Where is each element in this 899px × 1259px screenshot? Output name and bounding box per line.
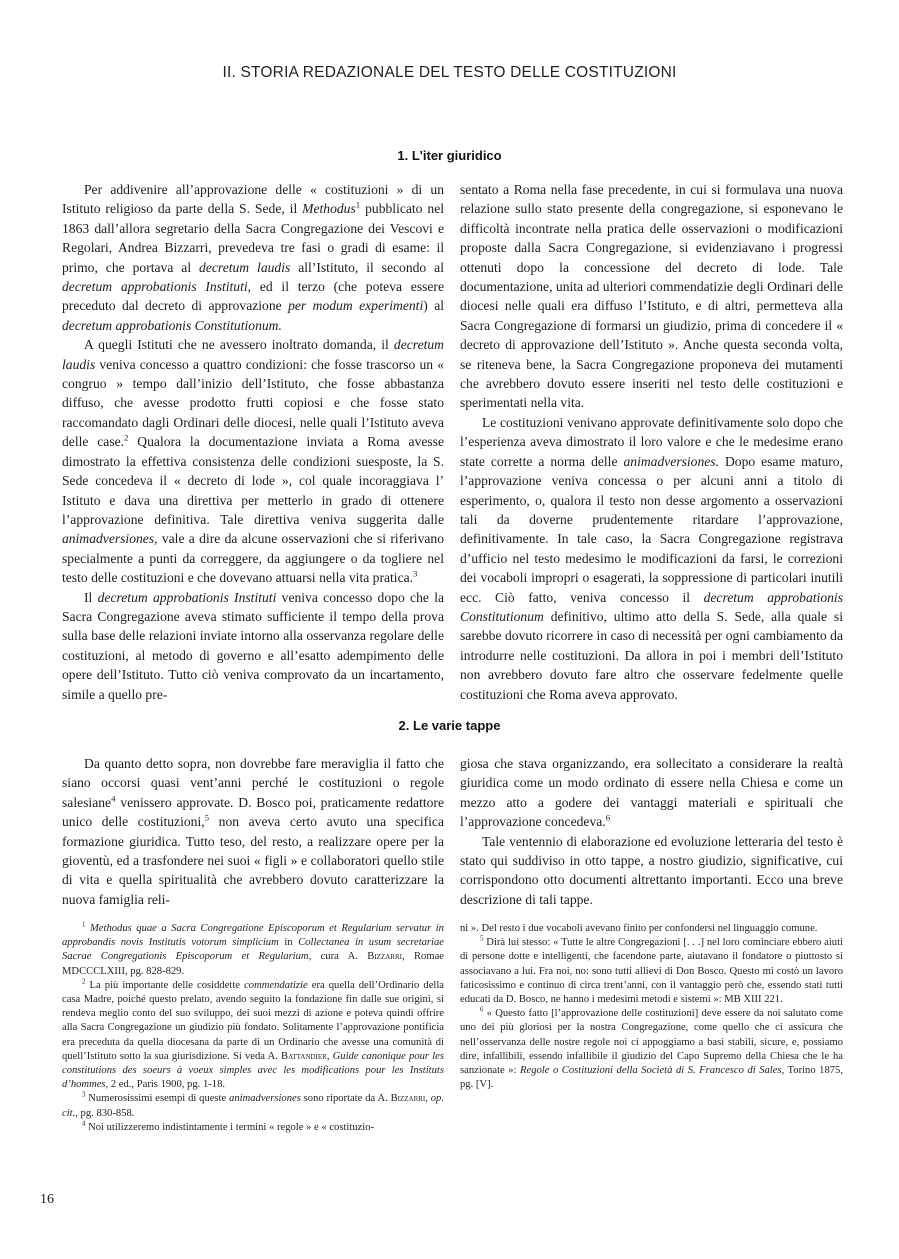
section-2-right-column	[460, 754, 843, 909]
italic-text: animadversiones	[62, 531, 155, 547]
footnote-ref: 5	[480, 935, 484, 943]
text: era quella dell’Ordinario della casa Madre, poiché questo prelato, avendo seguito la fondazione fin dalle sue origini, si rendeva meglio conto del suo sviluppo, dei suoi mezzi di azione e poteva quindi offrire alla Sacra Congregazione un giudizio più fondato. Solitamente l’approvazione pontificia era preceduta da quella diocesana da parte di un Ordinario che avesse una comunità di quell’Istituto sotto la sua giurisdizione. Si veda A.	[62, 979, 444, 1062]
paragraph	[62, 922, 444, 979]
text: , ed il terzo (che poteva essere preceduto dal decreto di approvazione	[62, 279, 444, 314]
text: Dopo esame maturo, l’approvazione veniva concessa o per alcuni anni a titolo di esperimento, o, qualora il testo non desse argomento a osservazioni tali da doverne prudentemente ritardare l’approvazione, definitivamente. In tale caso, la Sacra Congregazione registrava d’ufficio nel testo medesimo le modificazioni da farsi, le correzioni dei vocaboli impropri o esagerati, la soppressione di particolari inutili ecc. Ciò fatto, veniva concesso il	[460, 453, 843, 605]
footnotes-left-column	[62, 922, 444, 1135]
page-number: 16	[40, 1192, 54, 1207]
text: Dirà lui stesso: « Tutte le altre Congregazioni [. . .] nel loro cominciare ebbero aiuti di persone dotte e intelligenti, che facendone parte, aiutavano il fondatore o piuttosto si associavano a lui. Fra noi, no: sono tutti allievi di Don Bosco. Questo mi costò un lavoro faticosissimo e continuo di circa trent’anni, con il vantaggio però che, essendo stati tutti educati da D. Bosco, ne hanno i medesimi metodi e sistemi »: MB XIII 221.	[460, 937, 843, 1006]
italic-text: animadversiones	[229, 1093, 301, 1105]
paragraph	[460, 922, 843, 936]
text: , pg. 830-858.	[75, 1107, 135, 1119]
text: sentato a Roma nella fase precedente, in cui si formulava una nuova relazione sullo stato presente della congregazione, si esponevano le difficoltà incontrate nella pratica delle osservazioni o modificazioni proposte dalla Sacra Congregazione, si evidenziavano i progressi ottenuti dopo la concessione del decreto di lode. Tale documentazione, unita ad ulteriori commendatizie degli Ordinari delle diocesi nelle quali era diffuso l’Istituto, e di altri, permetteva alla Sacra Congregazione di formarsi un giudizio, prima di concedere il « decreto di approvazione dell’Istituto ». Anche questa seconda volta, se riteneva bene, la Sacra Congregazione proponeva dei mutamenti che avrebbero dovuto essere inseriti nel testo delle costituzioni e sperimentati nella vita.	[460, 182, 843, 411]
paragraph	[62, 979, 444, 1093]
paragraph	[62, 1092, 444, 1120]
text: pubblicato nel 1863 dall’allora segretario della Sacra Congregazione dei Vescovi e Regolari, Andrea Bizzarri, prevedeva tre fasi o gradi di esame: il primo, che portava al	[62, 201, 444, 275]
text: Numerosissimi esempi di queste	[85, 1093, 230, 1105]
footnotes-right-column	[460, 922, 843, 1092]
footnote-ref: 3	[82, 1091, 86, 1099]
text: Qualora la documentazione inviata a Roma avesse dimostrato la effettiva consistenza delle condizioni suesposte, la S. Sede concedeva il « decreto di lode », col quale incoraggiava l’ Istituto e dava una direttiva per metterlo in grado di ottenere l’approvazione definitiva. Tale direttiva veniva suggerita dalle	[62, 434, 444, 527]
footnote-ref: 5	[204, 812, 210, 823]
text: sono riportate da A.	[300, 1093, 391, 1105]
italic-text: Methodus quae a Sacra Congregatione Episcoporum et Regularium servatur in approbandis novis Institutis votorum simplicium	[62, 923, 444, 949]
author-name: Bizzarri	[390, 1093, 426, 1105]
text: Tale ventennio di elaborazione ed evoluzione letteraria del testo è stato qui suddiviso in otto tappe, a nostro giudizio, significative, cui corrispondono otto documenti altrettanto importanti. Ecco una breve descrizione di tali tappe.	[460, 833, 843, 907]
paragraph	[460, 936, 843, 1007]
italic-text: Guide canonique pour les constitutions des soeurs à voeux simples avec les modifications pour les Instituts d’hommes	[62, 1050, 444, 1091]
text: definitivo, ultimo atto della S. Sede, alla quale si sarebbe dovuto ricorrere in caso di necessità per ogni cambiamento da introdurre nelle costituzioni. Da allora in poi i membri dell’Istituto non avrebbero dovuto fare altro che osservare fedelmente quelle costituzioni che Roma aveva approvato.	[460, 608, 843, 702]
author-name: Battandier	[281, 1050, 327, 1062]
italic-text: per modum experimenti	[288, 298, 424, 314]
text: veniva concesso a quattro condizioni: che fosse trascorso un « congruo » tempo dall’inizio dell’Istituto, che fosse abbastanza diffuso, che avesse prodotto frutti copiosi e che fosse stato raccomandato dagli Ordinari delle diocesi, nelle quali l’Istituto aveva delle case.	[62, 356, 444, 450]
paragraph	[62, 754, 444, 909]
italic-text: decretum approbationis Constitutionum.	[62, 317, 282, 333]
italic-text: decretum approbationis Constitutionum	[460, 589, 843, 624]
footnote-ref: 6	[480, 1006, 484, 1014]
text: ,	[326, 1050, 333, 1062]
text: , Romae MDCCCLXIII, pg. 828-829.	[62, 951, 444, 977]
section-1-left-column	[62, 180, 444, 704]
text: venissero approvate. D. Bosco poi, praticamente redattore unico delle costituzioni,	[62, 794, 444, 830]
text: Le costituzioni venivano approvate definitivamente solo dopo che l’esperienza aveva dimostrato il loro valore e che le medesime erano state corrette a norma delle	[460, 414, 843, 469]
italic-text: Methodus	[302, 201, 356, 217]
text: A quegli Istituti che ne avessero inoltrato domanda, il	[84, 337, 394, 353]
paragraph	[62, 588, 444, 704]
text: in	[278, 937, 299, 949]
footnote-ref: 2	[82, 978, 86, 986]
text: , cura A.	[308, 951, 368, 963]
text: ,	[425, 1093, 431, 1105]
text: « Questo fatto [l’approvazione delle costituzioni] deve essere da noi salutato come uno dei più gloriosi per la nostra Congregazione, come quello che ci assicura che nell’osservanza delle nostre regole noi ci appoggiamo a basi stabili, sicure, e, possiamo dire, infallibili, essendo infallibile il giudizio del Capo Supremo della Chiesa che le ha sanzionate »:	[460, 1008, 843, 1077]
text: non aveva certo avuto una specifica formazione giuridica. Tutto teso, del resto, a realizzare opere per la gioventù, ed a trasfondere nei suoi « figli » e collaboratori quello stile di vita e quella spiritualità che avrebbero dovuto caratterizzare la nuova famiglia reli-	[62, 814, 444, 907]
italic-text: Collectanea in usum secretariae Sacrae Congregationis Episcoporum et Regularium	[62, 937, 444, 963]
text: , 2 ed., Paris 1900, pg. 1-18.	[105, 1079, 226, 1091]
section-1-right-column	[460, 180, 843, 704]
paragraph	[460, 832, 843, 910]
paragraph	[460, 754, 843, 832]
section-2-left-column	[62, 754, 444, 909]
text: veniva concesso dopo che la Sacra Congregazione aveva stimato sufficiente il tempo della prova sulla base delle relazioni inviate intorno alla osservanza regolare delle costituzioni, al metodo di governo e all’esatto adempimento delle opere dell’Istituto. Tutto ciò veniva comprovato da un incartamento, simile a quello pre-	[62, 589, 445, 702]
paragraph	[62, 180, 444, 335]
text: giosa che stava organizzando, era sollecitato a considerare la realtà giuridica come un modo ordinato di essere nella Chiesa e come un mezzo atto a godere dei vantaggi materiali e spirituali che l’approvazione concedeva.	[460, 756, 843, 830]
text: Da quanto detto sopra, non dovrebbe fare meraviglia il fatto che siano occorsi quasi vent’anni perché le costituzioni o regole salesiane	[62, 756, 444, 810]
paragraph	[460, 1007, 843, 1092]
italic-text: commendatizie	[244, 979, 308, 991]
paragraph	[460, 413, 843, 704]
italic-text: decretum approbationis Instituti	[97, 589, 277, 605]
text: ) al	[423, 298, 445, 314]
footnote-ref: 6	[605, 812, 611, 823]
italic-text: animadversiones.	[623, 453, 719, 469]
text: Il	[84, 589, 98, 605]
footnote-ref: 1	[355, 199, 361, 210]
text: , Torino 1875, pg. [V].	[460, 1065, 844, 1091]
text: Per addivenire all’approvazione delle « costituzioni » di un Istituto religioso da parte della S. Sede, il	[62, 182, 444, 217]
italic-text: decretum approbationis Instituti	[62, 279, 248, 295]
text: ni ». Del resto i due vocaboli avevano finito per confondersi nel linguaggio comune.	[460, 923, 818, 934]
section-title-2: 2. Le varie tappe	[398, 718, 501, 733]
chapter-title: II. STORIA REDAZIONALE DEL TESTO DELLE COSTITUZIONI	[222, 64, 677, 81]
section-title-1: 1. L'iter giuridico	[397, 148, 502, 163]
footnote-ref: 3	[413, 568, 418, 579]
text: Noi utilizzeremo indistintamente i termini « regole » e « costituzio-	[85, 1121, 375, 1133]
text: all’Istituto, il secondo al	[290, 259, 444, 275]
footnote-ref: 1	[82, 921, 86, 929]
text: La più importante delle cosiddette	[85, 979, 245, 991]
footnote-ref: 2	[124, 432, 129, 443]
footnote-ref: 4	[82, 1120, 86, 1128]
italic-text: decretum laudis	[199, 259, 291, 275]
italic-text: decretum laudis	[62, 337, 444, 372]
paragraph	[62, 1121, 444, 1135]
italic-text: Regole o Costituzioni della Società di S. Francesco di Sales	[520, 1065, 782, 1077]
text: , vale a dire da alcune osservazioni che si riferivano specialmente a punti da correggere, da aggiungere o da togliere nel testo delle costituzioni e che dovevano attuarsi nella vita pratica.	[62, 531, 444, 586]
footnote-ref: 4	[111, 793, 116, 804]
paragraph	[62, 335, 444, 587]
italic-text: op. cit.	[62, 1093, 444, 1119]
paragraph	[460, 180, 843, 413]
author-name: Bizzarri	[367, 951, 402, 963]
